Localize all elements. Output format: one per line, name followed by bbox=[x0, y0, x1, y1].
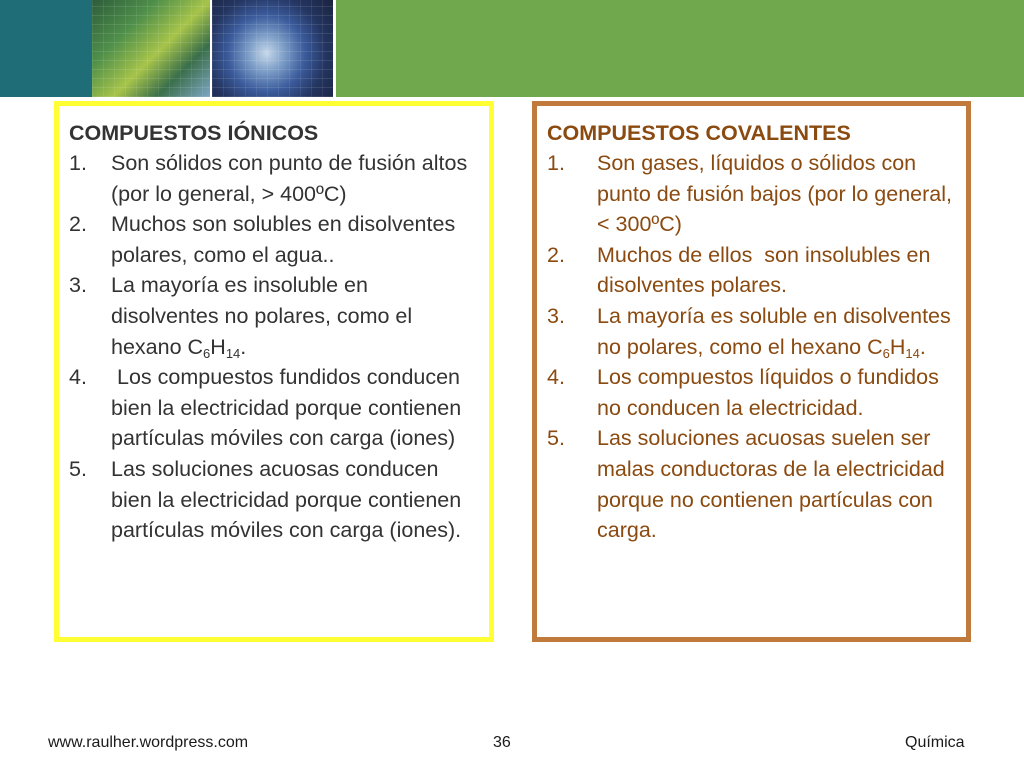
list-item bbox=[547, 148, 956, 240]
item-text: H bbox=[210, 334, 226, 359]
item-number: 1. bbox=[69, 151, 87, 175]
item-text: Los compuestos fundidos conducen bien la electricidad porque contienen partículas móviles con carga (iones) bbox=[111, 365, 468, 451]
item-text: La mayoría es soluble en disolventes no polares, como el hexano C bbox=[597, 303, 951, 359]
item-number: 3. bbox=[69, 273, 87, 298]
ionic-list bbox=[69, 148, 479, 546]
item-text: Son sólidos con punto de fusión altos (por lo general, > 400ºC) bbox=[111, 151, 468, 206]
footer-page-number: 36 bbox=[493, 734, 511, 751]
subscript: 14 bbox=[905, 345, 920, 361]
item-text: H bbox=[889, 334, 906, 359]
header-photo-disc bbox=[212, 0, 333, 97]
item-text: . bbox=[240, 334, 247, 359]
item-text: Las soluciones acuosas conducen bien la electricidad porque contienen partículas móviles con carga (iones). bbox=[111, 456, 462, 543]
item-number: 5. bbox=[547, 426, 565, 451]
subscript: 14 bbox=[225, 345, 241, 361]
item-number: 4. bbox=[547, 365, 565, 390]
list-item bbox=[547, 423, 956, 545]
list-item bbox=[69, 209, 479, 270]
item-number: 3. bbox=[547, 303, 565, 328]
list-item bbox=[69, 454, 479, 546]
item-number: 1. bbox=[547, 151, 565, 175]
list-item bbox=[69, 270, 479, 362]
item-number: 4. bbox=[69, 365, 87, 390]
list-item bbox=[547, 240, 956, 301]
header-green-block bbox=[336, 0, 1024, 97]
subscript: 6 bbox=[203, 345, 211, 361]
footer-subject: Química bbox=[905, 734, 965, 751]
item-text: Son gases, líquidos o sólidos con punto de fusión bajos (por lo general, < 300ºC) bbox=[597, 151, 952, 237]
item-text: Las soluciones acuosas suelen ser malas conductoras de la electricidad porque no contienen partículas con carga. bbox=[597, 426, 945, 543]
item-text: Muchos son solubles en disolventes polares, como el agua.. bbox=[111, 212, 456, 267]
header-divider bbox=[333, 0, 335, 97]
item-text: Muchos de ellos son insolubles en disolventes polares. bbox=[597, 242, 937, 298]
item-number: 2. bbox=[547, 242, 565, 267]
covalent-compounds-box bbox=[532, 101, 971, 642]
list-item bbox=[69, 362, 479, 454]
covalent-list bbox=[547, 148, 956, 546]
ionic-compounds-box bbox=[54, 101, 494, 642]
header-teal-block bbox=[0, 0, 92, 97]
item-text: La mayoría es insoluble en disolventes no polares, como el hexano C bbox=[111, 273, 413, 359]
ionic-title: COMPUESTOS IÓNICOS bbox=[69, 121, 319, 145]
list-item bbox=[547, 301, 956, 362]
footer-website: www.raulher.wordpress.com bbox=[48, 734, 249, 751]
covalent-title: COMPUESTOS COVALENTES bbox=[547, 121, 851, 145]
subscript: 6 bbox=[882, 345, 890, 361]
list-item bbox=[547, 362, 956, 423]
item-number: 5. bbox=[69, 456, 87, 481]
header-banner bbox=[0, 0, 1024, 97]
header-photo-circuit bbox=[92, 0, 210, 97]
item-text: . bbox=[919, 334, 926, 359]
item-number: 2. bbox=[69, 212, 87, 237]
item-text: Los compuestos líquidos o fundidos no conducen la electricidad. bbox=[597, 365, 939, 420]
list-item bbox=[69, 148, 479, 209]
